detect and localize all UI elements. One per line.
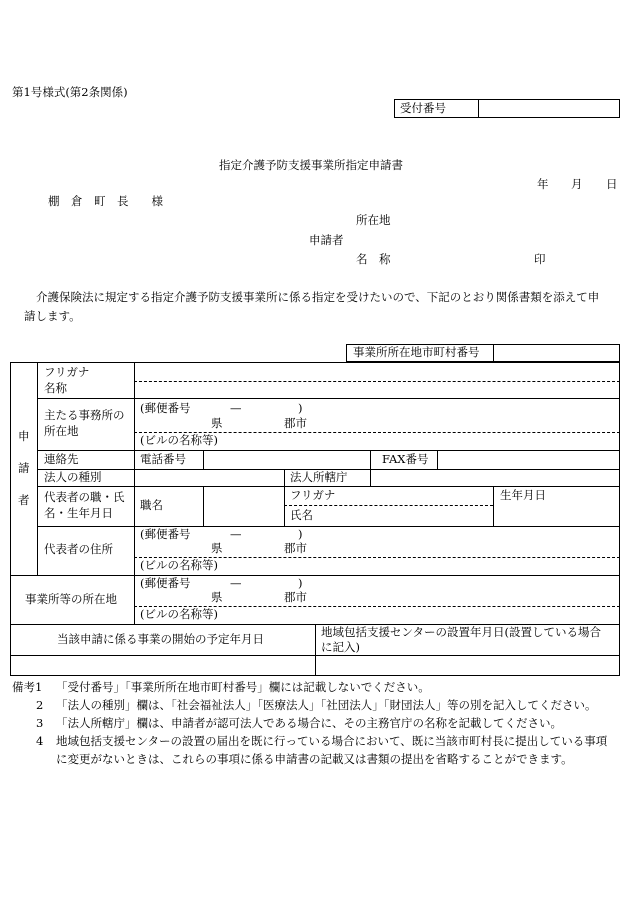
applicant-side-label-2: 請: [18, 461, 30, 475]
center-date-label-1: 地域包括支援センターの設置年月日(設置している場合: [321, 625, 602, 639]
center-date-label-2: に記入): [321, 640, 360, 654]
addressee: 棚 倉 町 長 様: [48, 194, 163, 208]
note-4-text: 地域包括支援センターの設置の届出を既に行っている場合において、既に当該市町村長に提出している事項: [56, 734, 608, 748]
fax-label: FAX番号: [382, 452, 429, 466]
rep-furigana-label: フリガナ: [290, 488, 336, 502]
position-label: 職名: [140, 498, 163, 512]
postal-close: ): [298, 401, 303, 415]
receipt-number-label: 受付番号: [400, 101, 446, 115]
date-day: 日: [606, 177, 618, 191]
applicant-label: 申請者: [309, 233, 344, 247]
rep-postal-label: (郵便番号: [140, 527, 191, 541]
office-prefecture-label: 県: [211, 590, 223, 604]
office-postal-dash: —: [230, 576, 242, 590]
rep-name-label: 氏名: [290, 508, 313, 522]
office-postal-close: ): [298, 576, 303, 590]
office-address-label: 事業所等の所在地: [25, 592, 117, 606]
postal-dash: —: [230, 401, 242, 415]
rep-district-city-label: 郡市: [284, 541, 307, 555]
body-text-line-2: 請します。: [24, 309, 81, 323]
note-1-text: 「受付番号」「事業所所在地市町村番号」欄には記載しないでください。: [56, 680, 430, 694]
note-4-text-continued: に変更がないときは、これらの事項に係る申請書の記載又は書類の提出を省略することができます。: [56, 752, 573, 766]
municipality-code-label: 事業所所在地市町村番号: [353, 345, 480, 359]
seal-mark: 印: [534, 252, 546, 266]
contact-label: 連絡先: [44, 452, 79, 466]
start-date-label: 当該申請に係る事業の開始の予定年月日: [57, 632, 264, 646]
prefecture-label: 県: [211, 416, 223, 430]
date-month: 月: [571, 177, 583, 191]
office-district-city-label: 郡市: [284, 590, 307, 604]
rep-postal-dash: —: [230, 527, 242, 541]
phone-label: 電話番号: [140, 452, 186, 466]
applicant-address-label: 所在地: [356, 213, 391, 227]
postal-code-label: (郵便番号: [140, 401, 191, 415]
representative-label-1: 代表者の職・氏: [44, 490, 125, 504]
rep-address-label: 代表者の住所: [44, 542, 113, 556]
date-year: 年: [537, 177, 549, 191]
rep-building-label: (ビルの名称等): [140, 558, 218, 572]
note-2-number: 2: [36, 698, 44, 712]
representative-label-2: 名・生年月日: [44, 506, 113, 520]
birthdate-label: 生年月日: [500, 488, 546, 502]
note-4-number: 4: [36, 734, 44, 748]
applicant-name-label: 名 称: [356, 252, 391, 266]
name-label: 名称: [44, 381, 67, 395]
district-city-label: 郡市: [284, 416, 307, 430]
office-building-label: (ビルの名称等): [140, 607, 218, 621]
office-postal-label: (郵便番号: [140, 576, 191, 590]
furigana-label: フリガナ: [44, 365, 90, 379]
note-1-number: 備考1: [12, 680, 43, 694]
rep-postal-close: ): [298, 527, 303, 541]
main-office-address-label-1: 主たる事務所の: [44, 408, 125, 422]
note-2-text: 「法人の種別」欄は、「社会福祉法人」「医療法人」「社団法人」「財団法人」等の別を記入してください。: [56, 698, 597, 712]
body-text-line-1: 介護保険法に規定する指定介護予防支援事業所に係る指定を受けたいので、下記のとおり関係書類を添えて申: [36, 290, 600, 304]
note-3-text: 「法人所轄庁」欄は、申請者が認可法人である場合に、その主務官庁の名称を記載してください。: [56, 716, 562, 730]
applicant-side-label-1: 申: [18, 429, 30, 443]
main-office-address-label-2: 所在地: [44, 424, 79, 438]
rep-prefecture-label: 県: [211, 541, 223, 555]
corporation-type-label: 法人の種別: [44, 470, 102, 484]
applicant-side-label-3: 者: [18, 493, 30, 507]
form-number: 第1号様式(第2条関係): [12, 85, 128, 99]
building-name-label: (ビルの名称等): [140, 433, 218, 447]
corporation-authority-label: 法人所轄庁: [290, 470, 348, 484]
note-3-number: 3: [36, 716, 44, 730]
document-title: 指定介護予防支援事業所指定申請書: [219, 158, 403, 172]
